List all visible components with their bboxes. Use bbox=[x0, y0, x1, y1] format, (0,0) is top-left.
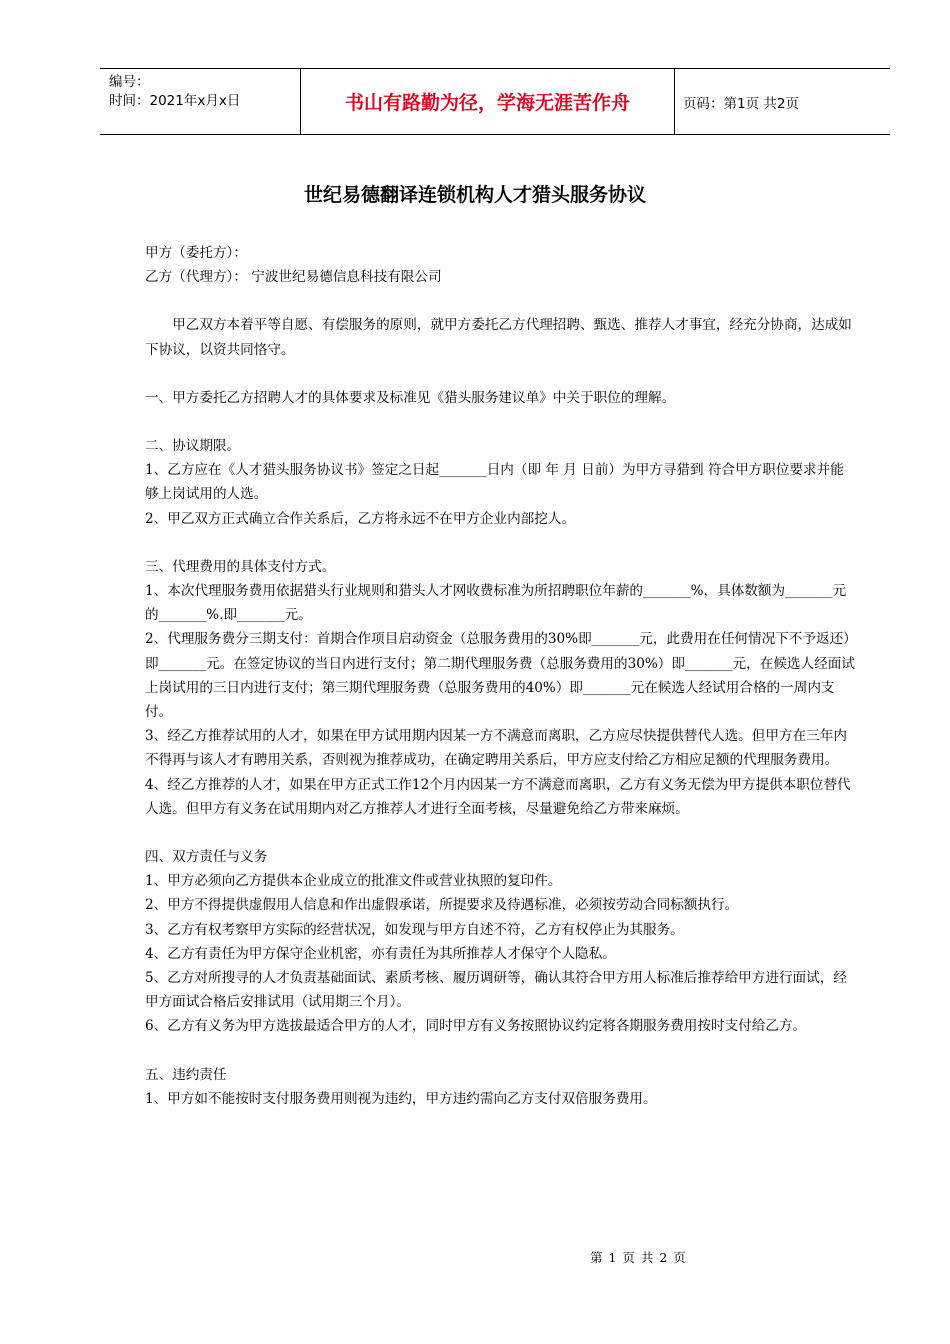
header-meta-cell bbox=[100, 69, 301, 134]
section-3-item: 3、经乙方推荐试用的人才，如果在甲方试用期内因某一方不满意而离职，乙方应尽快提供替代人选。但甲方在三年内不得再与该人才有聘用关系，否则视为推荐成功，在确定聘用关系后，甲方应支付给乙方相应足额的代理服务费用。 bbox=[145, 728, 847, 769]
document-title: 世纪易德翻译连锁机构人才猎头服务协议 bbox=[303, 184, 646, 206]
party-a-line: 甲方（委托方）： bbox=[145, 245, 247, 261]
section-4-item: 6、乙方有义务为甲方选拔最适合甲方的人才，同时甲方有义务按照协议约定将各期服务费用按时支付给乙方。 bbox=[145, 1018, 807, 1035]
section-4-item: 4、乙方有责任为甲方保守企业机密，亦有责任为其所推荐人才保守个人隐私。 bbox=[145, 945, 616, 962]
section-2-title: 二、协议期限。 bbox=[145, 438, 241, 455]
section-4-item: 3、乙方有权考察甲方实际的经营状况，如发现与甲方自述不符，乙方有权停止为其服务。 bbox=[145, 921, 684, 938]
page-footer-number: 第 1 页 共 2 页 bbox=[590, 1250, 687, 1265]
document-body bbox=[145, 241, 857, 1111]
section-3-item: 4、经乙方推荐的人才，如果在甲方正式工作12个月内因某一方不满意而离职，乙方有义务无偿为甲方提供本职位替代人选。但甲方有义务在试用期内对乙方推荐人才进行全面考核，尽量避免给乙方带来麻烦。 bbox=[145, 776, 851, 817]
doc-number-label: 编号： bbox=[109, 74, 150, 90]
header-page-info: 页码：第1页 共2页 bbox=[683, 95, 799, 112]
doc-time-label: 时间：2021年x月x日 bbox=[109, 93, 241, 109]
section-3-item: 1、本次代理服务费用依据猎头行业规则和猎头人才网收费标准为所招聘职位年薪的_______%，具体数额为_______元的_______%.即_______元。 bbox=[145, 583, 847, 624]
section-5-item: 1、甲方如不能按时支付服务费用则视为违约，甲方违约需向乙方支付双倍服务费用。 bbox=[145, 1090, 657, 1107]
section-3-title: 三、代理费用的具体支付方式。 bbox=[145, 558, 336, 575]
section-5-title: 五、违约责任 bbox=[145, 1066, 227, 1083]
section-4-title: 四、双方责任与义务 bbox=[145, 849, 268, 866]
header-slogan: 书山有路勤为径，学海无涯苦作舟 bbox=[301, 69, 675, 134]
section-4-item: 5、乙方对所搜寻的人才负责基础面试、素质考核、履历调研等，确认其符合甲方用人标准后推荐给甲方进行面试，经甲方面试合格后安排试用（试用期三个月）。 bbox=[145, 970, 847, 1011]
section-4-item: 2、甲方不得提供虚假用人信息和作出虚假承诺，所提要求及待遇标准，必须按劳动合同标额执行。 bbox=[145, 897, 739, 914]
section-2-item: 2、甲乙双方正式确立合作关系后，乙方将永远不在甲方企业内部挖人。 bbox=[145, 510, 576, 527]
party-b-line: 乙方（代理方）： 宁波世纪易德信息科技有限公司 bbox=[145, 269, 442, 286]
section-3-item: 2、代理服务费分三期支付：首期合作项目启动资金（总服务费用的30%即_______元，此费用在任何情况下不予返还）即_______元。在签定协议的当日内进行支付；第二期代理服务费（总服务费用的30%）即_______元，在候选人经面试上岗试用的三日内进行支付；第三期代理服务费（总服务费用的40%）即_______元在候选人经试用合格的一周内支付。 bbox=[145, 631, 857, 721]
section-1-title: 一、甲方委托乙方招聘人才的具体要求及标准见《猎头服务建议单》中关于职位的理解。 bbox=[145, 389, 676, 406]
page-header bbox=[100, 68, 890, 135]
section-4-item: 1、甲方必须向乙方提供本企业成立的批准文件或营业执照的复印件。 bbox=[145, 873, 562, 890]
intro-paragraph: 甲乙双方本着平等自愿、有偿服务的原则，就甲方委托乙方代理招聘、甄选、推荐人才事宜，经充分协商，达成如下协议，以资共同恪守。 bbox=[145, 317, 852, 358]
section-2-item: 1、乙方应在《人才猎头服务协议书》签定之日起_______日内（即 年 月 日前）为甲方寻猎到 符合甲方职位要求并能够上岗试用的人选。 bbox=[145, 462, 844, 503]
